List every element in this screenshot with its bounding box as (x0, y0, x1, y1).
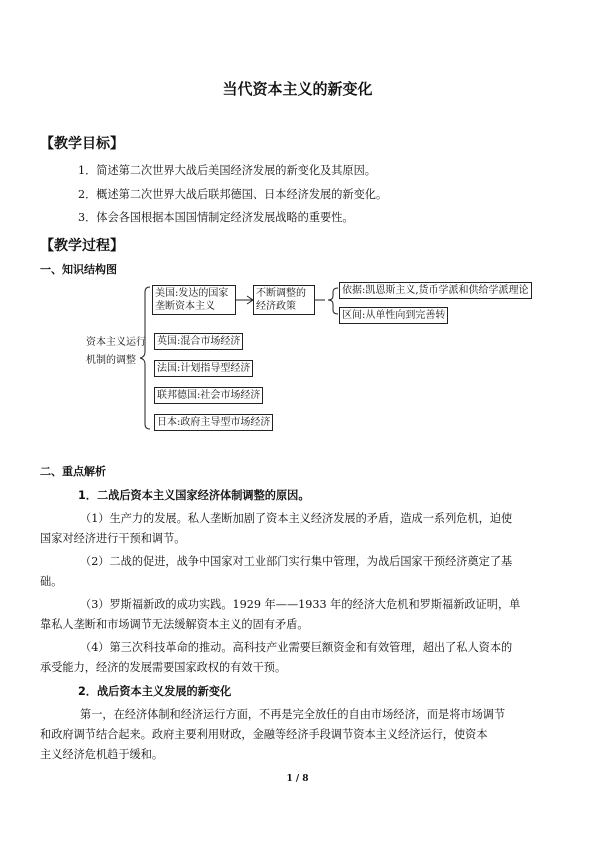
diagram-node-policy: 不断调整的 经济政策 (253, 285, 315, 315)
page-number: 1 / 8 (286, 774, 309, 784)
paragraph-line: 主义经济危机趋于缓和。 (40, 748, 164, 761)
paragraph-line: （1）生产力的发展。私人垄断加剧了资本主义经济发展的矛盾，造成一系列危机，迫使 (80, 512, 513, 525)
section-knowledge-structure: 一、知识结构图 (40, 263, 117, 276)
diagram-node-uk: 英国:混合市场经济 (154, 333, 243, 350)
paragraph-line: 靠私人垄断和市场调节无法缓解资本主义的固有矛盾。 (40, 618, 309, 631)
diagram-root: 资本主义运行 机制的调整 (86, 337, 146, 366)
paragraph-line: 第一，在经济体制和经济运行方面，不再是完全放任的自由市场经济，而是将市场调节 (80, 708, 506, 721)
paragraph-line: （4）第三次科技革命的推动。高科技产业需要巨额资金和有效管理，超出了私人资本的 (80, 641, 513, 654)
point1-title: 1．二战后资本主义国家经济体制调整的原因。 (78, 489, 310, 502)
paragraph-line: 国家对经济进行干预和调节。 (40, 532, 186, 545)
paragraph-line: 承受能力，经济的发展需要国家政权的有效干预。 (40, 661, 287, 674)
diagram-node-basis: 依据:凯恩斯主义,货币学派和供给学派理论 (339, 282, 532, 299)
diagram-node-trend: 区间:从单性向到完善转 (339, 307, 448, 324)
process-heading: 【教学过程】 (40, 238, 124, 254)
paragraph-line: 和政府调节结合起来。政府主要利用财政，金融等经济手段调节资本主义经济运行，使资本 (40, 728, 488, 741)
diagram-node-japan: 日本:政府主导型市场经济 (154, 414, 273, 431)
diagram-node-west-germany: 联邦德国:社会市场经济 (154, 387, 263, 404)
paragraph-line: （3）罗斯福新政的成功实践。1929 年——1933 年的经济大危机和罗斯福新政证明，单 (80, 598, 521, 611)
diagram-node-usa: 美国:发达的国家 垄断资本主义 (152, 285, 236, 315)
point2-title: 2．战后资本主义发展的新变化 (78, 685, 232, 698)
page-title: 当代资本主义的新变化 (222, 80, 373, 98)
section-key-analysis: 二、重点解析 (40, 465, 106, 478)
objective-item: 2．概述第二次世界大战后联邦德国、日本经济发展的新变化。 (78, 188, 388, 201)
paragraph-line: （2）二战的促进，战争中国家对工业部门实行集中管理，为战后国家干预经济奠定了基 (80, 555, 513, 568)
objective-item: 1．简述第二次世界大战后美国经济发展的新变化及其原因。 (78, 164, 376, 177)
paragraph-line: 础。 (40, 575, 63, 588)
diagram-node-france: 法国:计划指导型经济 (154, 360, 253, 377)
objective-item: 3．体会各国根据本国国情制定经济发展战略的重要性。 (78, 211, 354, 224)
objectives-heading: 【教学目标】 (40, 136, 124, 152)
